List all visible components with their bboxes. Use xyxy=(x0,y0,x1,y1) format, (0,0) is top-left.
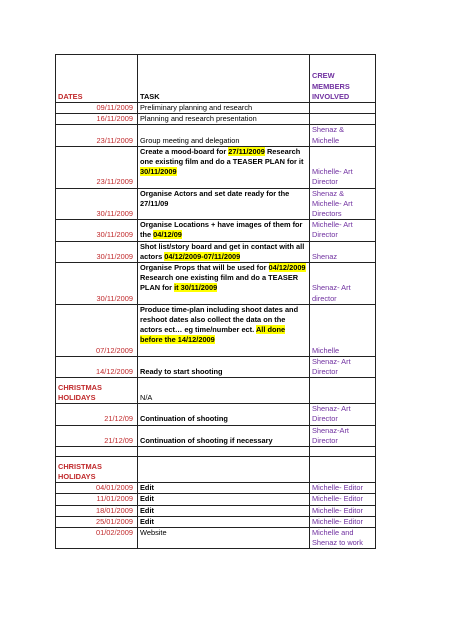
task-cell: Website xyxy=(138,527,310,548)
task-cell: Edit xyxy=(138,494,310,505)
date-cell: 04/01/2009 xyxy=(56,483,138,494)
task-cell xyxy=(138,304,310,356)
crew-cell: Michelle and Shenaz to work xyxy=(310,527,376,548)
task-text: Research one existing film and do a TEASER PLAN for xyxy=(140,273,299,293)
task-cell xyxy=(138,188,310,220)
table-row xyxy=(56,483,376,494)
holiday-cell: CHRISTMAS HOLIDAYS xyxy=(56,378,138,404)
crew-cell xyxy=(310,457,376,483)
header-dates: DATES xyxy=(56,55,138,103)
task-cell xyxy=(138,241,310,262)
task-cell xyxy=(138,263,310,305)
highlight-date: 04/12/2009 xyxy=(268,263,306,273)
header-task: TASK xyxy=(138,55,310,103)
task-text: Organise Props that will be used for xyxy=(140,263,269,273)
date-cell: 01/02/2009 xyxy=(56,527,138,548)
task-text: Create a mood-board for xyxy=(140,146,229,156)
date-cell: 30/11/2009 xyxy=(56,188,138,220)
table-row xyxy=(56,378,376,404)
date-cell: 18/01/2009 xyxy=(56,505,138,516)
table-row xyxy=(56,263,376,305)
crew-cell: Shenaz- Art Director xyxy=(310,404,376,425)
table-row xyxy=(56,516,376,527)
task-cell: Edit xyxy=(138,516,310,527)
spacer-row xyxy=(56,447,376,457)
date-cell: 30/11/2009 xyxy=(56,220,138,241)
table-row xyxy=(56,505,376,516)
crew-cell: Michelle- Art Director xyxy=(310,220,376,241)
date-cell: 25/01/2009 xyxy=(56,516,138,527)
table-row xyxy=(56,220,376,241)
table-row xyxy=(56,103,376,114)
table-row xyxy=(56,241,376,262)
task-cell: Continuation of shooting xyxy=(138,404,310,425)
task-cell: Ready to start shooting xyxy=(138,356,310,377)
task-text: Produce time-plan including shoot dates and reshoot dates also collect the data on the actors ect… eg time/number ect. xyxy=(140,304,299,335)
crew-cell: Shenaz & Michelle- Art Directors xyxy=(310,188,376,220)
table-row xyxy=(56,457,376,483)
crew-cell: Michelle- Editor xyxy=(310,505,376,516)
table-row xyxy=(56,494,376,505)
task-text: Organise Actors and set date ready for the 27/11/09 xyxy=(140,188,290,208)
task-text: Research one existing film and do a TEASER PLAN for it xyxy=(140,146,304,167)
date-cell: 30/11/2009 xyxy=(56,263,138,305)
task-cell: Continuation of shooting if necessary xyxy=(138,425,310,446)
date-cell: 14/12/2009 xyxy=(56,356,138,377)
crew-cell: Shenaz- Art Director xyxy=(310,356,376,377)
highlight-date: 04/12/09 xyxy=(153,230,182,240)
task-cell: Edit xyxy=(138,505,310,516)
task-cell: Group meeting and delegation xyxy=(138,125,310,146)
table-row xyxy=(56,188,376,220)
crew-cell xyxy=(310,103,376,114)
task-cell: Preliminary planning and research xyxy=(138,103,310,114)
date-cell: 30/11/2009 xyxy=(56,241,138,262)
header-row xyxy=(56,55,376,103)
table-row xyxy=(56,125,376,146)
highlight-date: 04/12/2009-07/11/2009 xyxy=(164,251,241,261)
table-row xyxy=(56,114,376,125)
crew-cell: Michelle- Editor xyxy=(310,516,376,527)
task-cell xyxy=(138,146,310,188)
date-cell: 07/12/2009 xyxy=(56,304,138,356)
crew-cell: Shenaz xyxy=(310,241,376,262)
task-cell xyxy=(138,220,310,241)
table-row xyxy=(56,146,376,188)
highlight-date: 30/11/2009 xyxy=(140,167,177,177)
crew-cell: Shenaz-Art Director xyxy=(310,425,376,446)
date-cell: 23/11/2009 xyxy=(56,146,138,188)
task-cell: N/A xyxy=(138,378,310,404)
highlight-date: it 30/11/2009 xyxy=(174,283,218,293)
date-cell: 16/11/2009 xyxy=(56,114,138,125)
crew-cell: Michelle xyxy=(310,304,376,356)
task-cell xyxy=(138,457,310,483)
table-row xyxy=(56,425,376,446)
task-cell: Edit xyxy=(138,483,310,494)
table-row xyxy=(56,527,376,548)
date-cell: 21/12/09 xyxy=(56,404,138,425)
task-cell: Planning and research presentation xyxy=(138,114,310,125)
date-cell: 21/12/09 xyxy=(56,425,138,446)
task-text: Organise Locations + have images of them for the xyxy=(140,220,303,240)
table-row xyxy=(56,404,376,425)
task-text: Shot list/story board and get in contact with all actors xyxy=(140,241,305,261)
header-crew: CREW MEMBERS INVOLVED xyxy=(310,55,376,103)
table-row xyxy=(56,356,376,377)
crew-cell: Shenaz- Art director xyxy=(310,263,376,305)
crew-cell xyxy=(310,114,376,125)
table-row xyxy=(56,304,376,356)
highlight-date: All done before the 14/12/2009 xyxy=(140,325,286,345)
date-cell: 11/01/2009 xyxy=(56,494,138,505)
holiday-cell: CHRISTMAS HOLIDAYS xyxy=(56,457,138,483)
crew-cell: Shenaz & Michelle xyxy=(310,125,376,146)
schedule-table xyxy=(55,54,376,549)
date-cell: 23/11/2009 xyxy=(56,125,138,146)
crew-cell: Michelle- Editor xyxy=(310,483,376,494)
crew-cell: Michelle- Art Director xyxy=(310,146,376,188)
crew-cell xyxy=(310,378,376,404)
crew-cell: Michelle- Editor xyxy=(310,494,376,505)
date-cell: 09/11/2009 xyxy=(56,103,138,114)
highlight-date: 27/11/2009 xyxy=(228,146,265,156)
